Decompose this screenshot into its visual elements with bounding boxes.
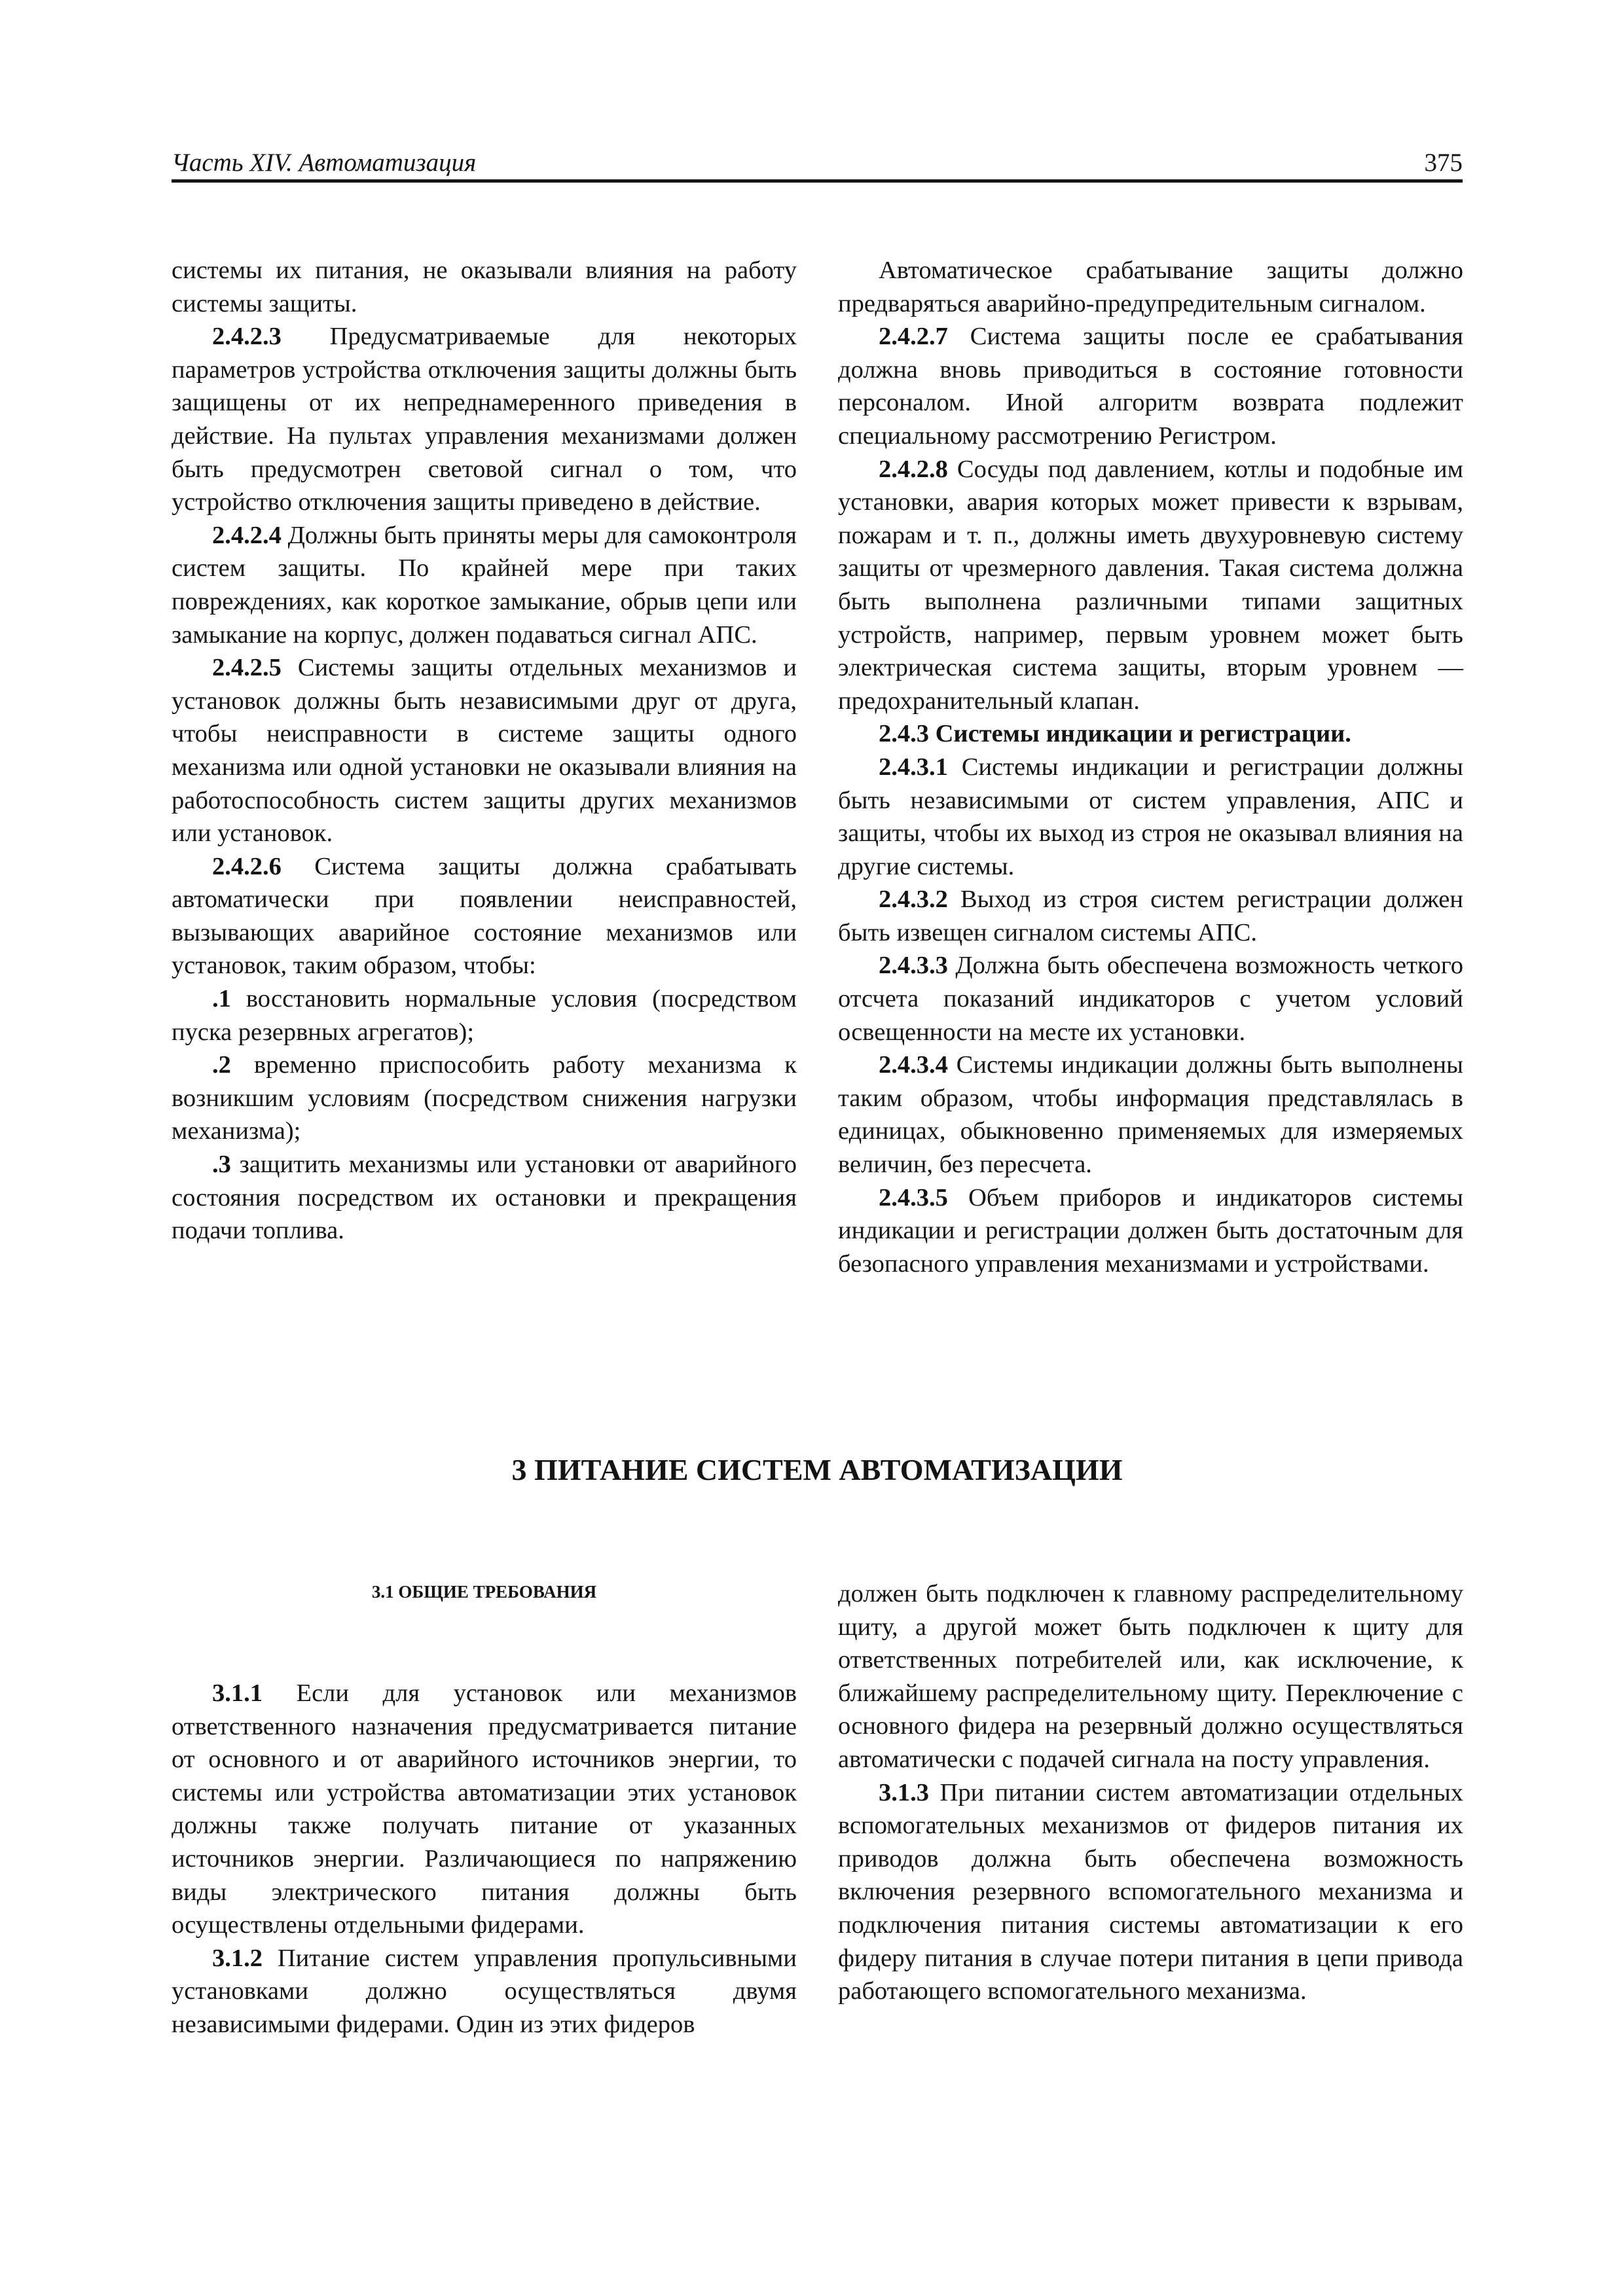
bottom-right-column: [838, 1577, 1463, 2008]
clause-number: 2.4.3.3: [879, 952, 948, 980]
paragraph: 2.4.2.8 Сосуды под давлением, котлы и подобные им установки, авария которых может привести к взрывам, пожарам и т. п., должны иметь двухуровневую систему защиты от чрезмерного давления. Такая система должна быть выполнена различными типами защитных устройств, например, первым уровнем может быть электрическая система защиты, вторым уровнем — предохранительный клапан.: [838, 455, 1463, 715]
top-right-column: [838, 254, 1463, 1280]
page-number: 375: [1424, 149, 1463, 177]
clause-heading: [838, 717, 1463, 751]
section-title: 3 ПИТАНИЕ СИСТЕМ АВТОМАТИЗАЦИИ: [511, 1453, 1123, 1486]
paragraph: 3.1.2 Питание систем управления пропульсивными установками должно осуществляться двумя независимыми фидерами. Один из этих фидеров: [172, 1944, 797, 2038]
paragraph: 2.4.2.5 Системы защиты отдельных механизмов и установок должны быть независимыми друг от друга, чтобы неисправности в системе защиты одного механизма или одной установки не оказывали влияния на работоспособность систем защиты других механизмов или установок.: [172, 654, 797, 848]
running-header-title: Часть XIV. Автоматизация: [172, 149, 477, 177]
list-item: .1 восстановить нормальные условия (посредством пуска резервных агрегатов);: [172, 985, 797, 1046]
paragraph: 2.4.3.4 Системы индикации должны быть выполнены таким образом, чтобы информация представлялась в единицах, обыкновенно применяемых для измеряемых величин, без пересчета.: [838, 1051, 1463, 1179]
clause-heading-text: 2.4.3 Системы индикации и регистрации.: [879, 720, 1351, 748]
clause-number: 2.4.3.1: [879, 753, 948, 781]
paragraph: 2.4.2.3 Предусматриваемые для некоторых параметров устройства отключения защиты должны быть защищены от их непреднамеренного приведения в действие. На пультах управления механизмами должен быть предусмотрен световой сигнал о том, что устройство отключения защиты приведено в действие.: [172, 323, 797, 516]
paragraph: 3.1.1 Если для установок или механизмов ответственного назначения предусматривается питание от основного и от аварийного источников энергии, то системы или устройства автоматизации этих установок должны также получать питание от указанных источников энергии. Различающиеся по напряжению виды электрического питания должны быть осуществлены отдельными фидерами.: [172, 1679, 797, 1939]
clause-number: 2.4.2.8: [879, 455, 948, 483]
running-header: [172, 147, 1463, 183]
clause-number: 2.4.2.3: [212, 323, 282, 351]
paragraph: 2.4.3.2 Выход из строя систем регистрации должен быть извещен сигналом системы АПС.: [838, 886, 1463, 946]
item-number: .3: [212, 1151, 231, 1179]
clause-number: 2.4.2.7: [879, 323, 948, 351]
clause-number: 2.4.2.5: [212, 654, 282, 682]
paragraph: системы их питания, не оказывали влияния на работу системы защиты.: [172, 257, 797, 317]
bottom-left-column: [172, 1677, 797, 2041]
clause-number: 2.4.2.4: [212, 521, 282, 549]
clause-number: 2.4.3.5: [879, 1183, 948, 1211]
clause-number: 2.4.3.4: [879, 1051, 948, 1079]
list-item: .2 временно приспособить работу механизма к возникшим условиям (посредством снижения нагрузки механизма);: [172, 1051, 797, 1145]
paragraph: 2.4.3.3 Должна быть обеспечена возможность четкого отсчета показаний индикаторов с учетом условий освещенности на месте их установки.: [838, 952, 1463, 1046]
clause-number: 3.1.3: [879, 1778, 929, 1806]
clause-number: 2.4.2.6: [212, 852, 282, 880]
paragraph: должен быть подключен к главному распределительному щиту, а другой может быть подключен к щиту для ответственных потребителей или, как исключение, к ближайшему распределительному щиту. Переключение с основного фидера на резервный должно осуществляться автоматически с подачей сигнала на посту управления.: [838, 1580, 1463, 1773]
top-left-column: [172, 254, 797, 1247]
clause-number: 2.4.3.2: [879, 886, 948, 914]
paragraph: 2.4.2.4 Должны быть приняты меры для самоконтроля систем защиты. По крайней мере при таких повреждениях, как короткое замыкание, обрыв цепи или замыкание на корпус, должен подаваться сигнал АПС.: [172, 521, 797, 649]
paragraph: 2.4.2.6 Система защиты должна срабатывать автоматически при появлении неисправностей, вызывающих аварийное состояние механизмов или установок, таким образом, чтобы:: [172, 852, 797, 980]
item-number: .1: [212, 985, 231, 1013]
list-item: .3 защитить механизмы или установки от аварийного состояния посредством их остановки и прекращения подачи топлива.: [172, 1151, 797, 1245]
clause-number: 3.1.1: [212, 1679, 263, 1707]
paragraph: 3.1.3 При питании систем автоматизации отдельных вспомогательных механизмов от фидеров питания их приводов должна быть обеспечена возможность включения резервного вспомогательного механизма и подключения питания системы автоматизации к его фидеру питания в случае потери питания в цепи привода работающего вспомогательного механизма.: [838, 1778, 1463, 2005]
clause-number: 3.1.2: [212, 1944, 263, 1972]
item-number: .2: [212, 1051, 231, 1079]
paragraph: 2.4.2.7 Система защиты после ее срабатывания должна вновь приводиться в состояние готовности персоналом. Иной алгоритм возврата подлежит специальному рассмотрению Регистром.: [838, 323, 1463, 450]
paragraph: Автоматическое срабатывание защиты должно предваряться аварийно-предупредительным сигналом.: [838, 257, 1463, 317]
paragraph: 2.4.3.1 Системы индикации и регистрации должны быть независимыми от систем управления, АПС и защиты, чтобы их выход из строя не оказывал влияния на другие системы.: [838, 753, 1463, 880]
subsection-title: 3.1 ОБЩИЕ ТРЕБОВАНИЯ: [371, 1582, 597, 1602]
paragraph: 2.4.3.5 Объем приборов и индикаторов системы индикации и регистрации должен быть достаточным для безопасного управления механизмами и устройствами.: [838, 1183, 1463, 1278]
